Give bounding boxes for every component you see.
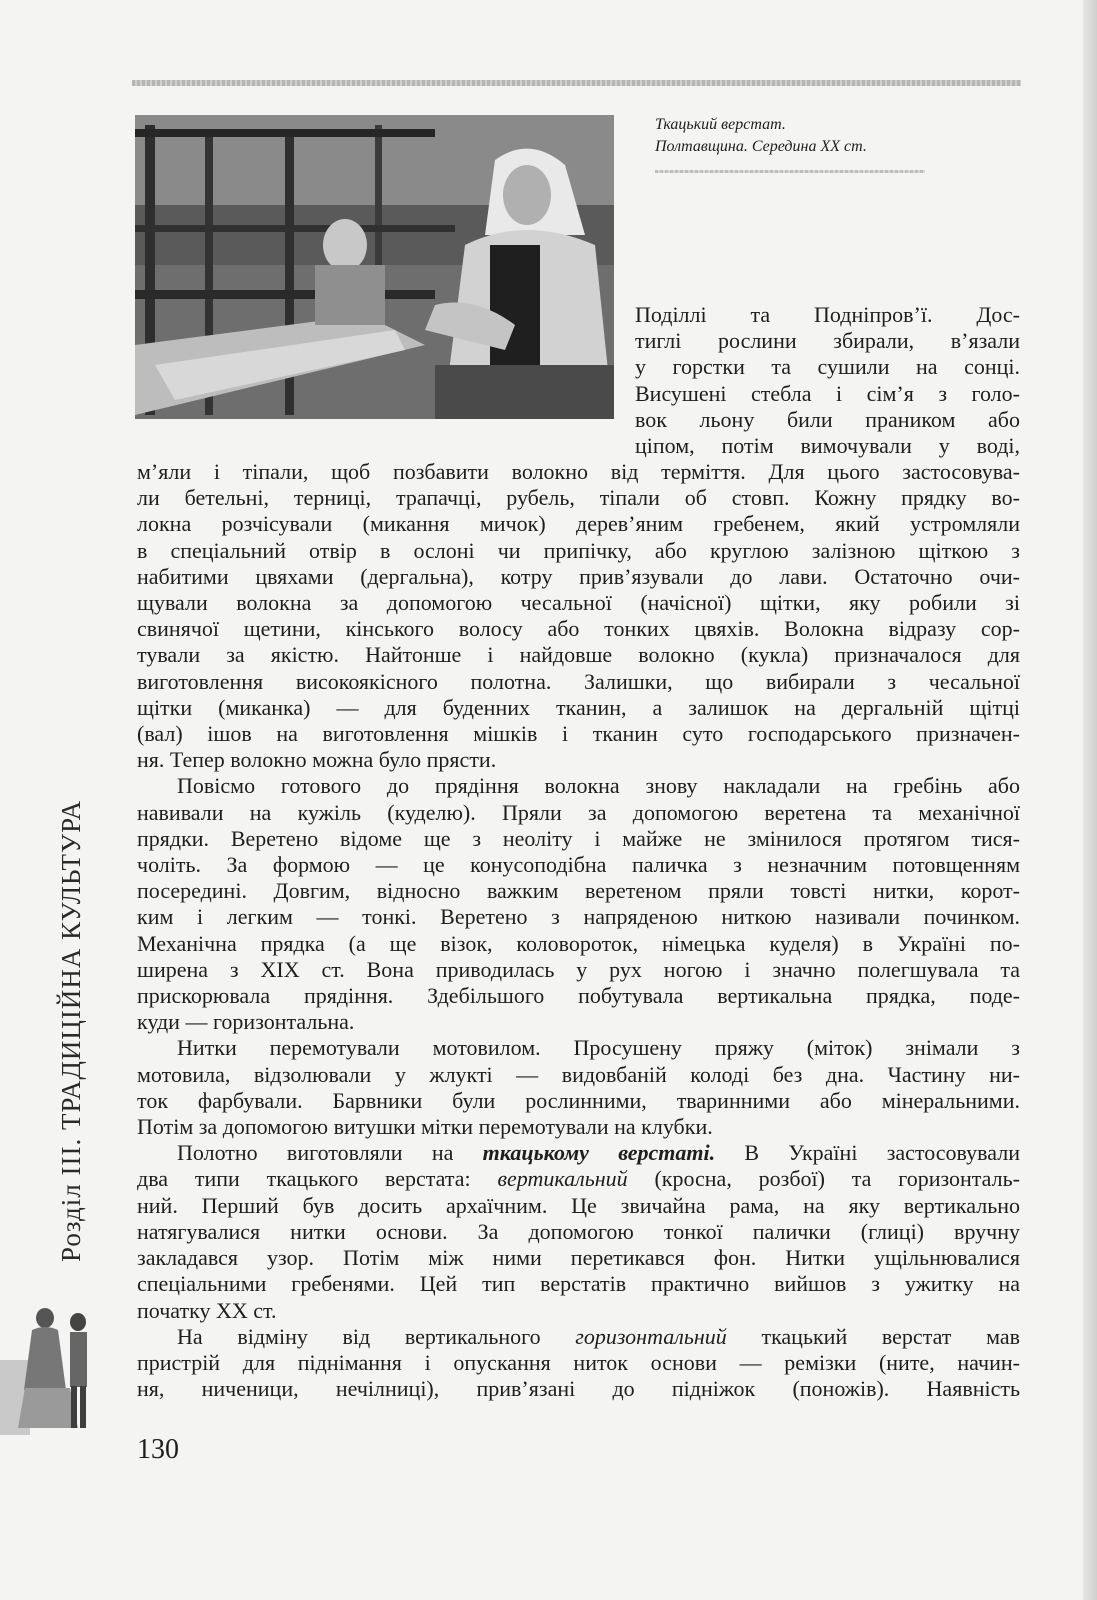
text-line: локна розчісували (микання мичок) дерев’яним гребенем, який устромляли bbox=[137, 511, 1020, 537]
folk-figures-icon bbox=[0, 1300, 105, 1435]
loom-photo-illustration bbox=[135, 115, 614, 419]
text-line: ний. Перший був досить архаїчним. Це звичайна рама, на яку вертикально bbox=[137, 1192, 1020, 1218]
text-line: ким і легким — тонкі. Веретено з напряденою ниткою називали починком. bbox=[137, 904, 1020, 930]
paragraph-2 bbox=[137, 773, 1020, 1035]
page-number: 130 bbox=[137, 1434, 179, 1465]
page-edge bbox=[1083, 0, 1097, 1600]
text-line bbox=[137, 1140, 1020, 1166]
text-line: посередині. Довгим, відносно важким веретеном пряли товсті нитки, корот- bbox=[137, 878, 1020, 904]
text-line: прядки. Веретено відоме ще з неоліту і майже не змінилося протягом тися- bbox=[137, 825, 1020, 851]
text-line: свинячої щетини, кінського волосу або тонких цвяхів. Волокна відразу сор- bbox=[137, 616, 1020, 642]
paragraph-3 bbox=[137, 1035, 1020, 1140]
text-line: Повісмо готового до прядіння волокна знову накладали на гребінь або bbox=[177, 773, 1020, 799]
text-line: прискорювала прядіння. Здебільшого побутувала вертикальна прядка, поде- bbox=[137, 983, 1020, 1009]
text-line: вок льону били праником або bbox=[635, 406, 1020, 432]
text-line: Висушені стебла і сім’я з голо- bbox=[635, 380, 1020, 406]
text-line bbox=[137, 1166, 1020, 1192]
text-line: ток фарбували. Барвники були рослинними, тваринними або мінеральними. bbox=[137, 1087, 1020, 1113]
text-line: початку XX ст. bbox=[137, 1297, 277, 1323]
text-line: навивали на кужіль (куделю). Пряли за допомогою веретена та механічної bbox=[137, 799, 1020, 825]
loom-photo bbox=[135, 115, 614, 419]
text-run: Полотно виготовляли на bbox=[177, 1140, 483, 1166]
text-line bbox=[137, 1324, 1020, 1350]
term-vertical: вертикальний bbox=[497, 1166, 628, 1192]
caption-line-2: Полтавщина. Середина XX ст. bbox=[655, 138, 867, 155]
term-loom: ткацькому верстаті. bbox=[482, 1140, 716, 1166]
text-run: На відміну від вертикального bbox=[177, 1323, 576, 1349]
text-line: щітки (миканка) — для буденних тканин, а залишок на дергальній щітці bbox=[137, 694, 1020, 720]
text-line: ширена з XIX ст. Вона приводилась у рух ногою і значно полегшувала та bbox=[137, 956, 1020, 982]
text-run: В Україні застосовували bbox=[715, 1140, 1020, 1166]
text-line: тиглі рослини збирали, в’язали bbox=[635, 328, 1020, 354]
paragraph-4 bbox=[137, 1140, 1020, 1323]
text-line: спеціальними гребенями. Цей тип верстатів практично вийшов з ужитку на bbox=[137, 1271, 1020, 1297]
text-line: Поділлі та Подніпров’ї. Дос- bbox=[635, 302, 1020, 327]
paragraph-1 bbox=[137, 459, 1020, 773]
lead-text bbox=[635, 302, 1020, 459]
text-line: тували за якістю. Найтонше і найдовше волокно (кукла) призначалося для bbox=[137, 642, 1020, 668]
text-line: виготовлення високоякісного полотна. Залишки, що вибирали з чесальної bbox=[137, 668, 1020, 694]
text-line: ціпом, потім вимочували у воді, bbox=[635, 433, 1020, 459]
text-line: ня, ниченици, нечілниці), прив’язані до підніжок (поножів). Наявність bbox=[137, 1376, 1020, 1402]
text-run: ткацький верстат мав bbox=[726, 1323, 1021, 1349]
text-run: два типи ткацького верстата: bbox=[137, 1166, 498, 1192]
text-line: ня. Тепер волокно можна було прясти. bbox=[137, 747, 497, 773]
term-horizontal: горизонтальний bbox=[575, 1323, 727, 1349]
text-line: у горстки та сушили на сонці. bbox=[635, 354, 1020, 380]
text-line: Нитки перемотували мотовилом. Просушену пряжу (міток) знімали з bbox=[177, 1035, 1020, 1061]
text-line: щували волокна за допомогою чесальної (начісної) щітки, яку робили зі bbox=[137, 590, 1020, 616]
text-line: чоліть. За формою — це конусоподібна паличка з незначним потовщенням bbox=[137, 852, 1020, 878]
text-line: закладався узор. Потім між ними перетикався фон. Нитки ущільнювалися bbox=[137, 1245, 1020, 1271]
photo-caption bbox=[655, 114, 1015, 158]
section-sidebar-title: Розділ III. ТРАДИЦІЙНА КУЛЬТУРА bbox=[56, 799, 86, 1262]
text-line: куди — горизонтальна. bbox=[137, 1009, 355, 1035]
text-line: Потім за допомогою витушки мітки перемотували на клубки. bbox=[137, 1114, 713, 1140]
text-line: набитими цвяхами (дергальна), котру прив’язували до лави. Остаточно очи- bbox=[137, 563, 1020, 589]
body-text bbox=[137, 459, 1020, 1402]
header-rule bbox=[132, 80, 1021, 86]
text-line: мотовила, відзолювали у жлукті — видовбаній колоді без дна. Частину ни- bbox=[137, 1061, 1020, 1087]
text-line: натягувалися нитки основи. За допомогою тонкої палички (глиці) вручну bbox=[137, 1218, 1020, 1244]
text-line: ли бетельні, терниці, трапачці, рубель, тіпали об стовп. Кожну прядку во- bbox=[137, 485, 1020, 511]
text-line: Механічна прядка (а ще візок, коловороток, німецька куделя) в Україні по- bbox=[137, 930, 1020, 956]
text-run: (кросна, розбої) та горизонталь- bbox=[627, 1166, 1020, 1192]
caption-rule bbox=[655, 170, 925, 173]
text-line: (вал) ішов на виготовлення мішків і тканин суто господарського призначен- bbox=[137, 721, 1020, 747]
text-line: в спеціальний отвір в ослоні чи припічку, або круглою залізною щіткою з bbox=[137, 537, 1020, 563]
caption-line-1: Ткацький верстат. bbox=[655, 116, 786, 133]
paragraph-5 bbox=[137, 1324, 1020, 1403]
text-line: м’яли і тіпали, щоб позбавити волокно від терміття. Для цього застосовува- bbox=[137, 459, 1020, 484]
text-line: пристрій для піднімання і опускання ниток основи — ремізки (ните, начин- bbox=[137, 1349, 1020, 1375]
